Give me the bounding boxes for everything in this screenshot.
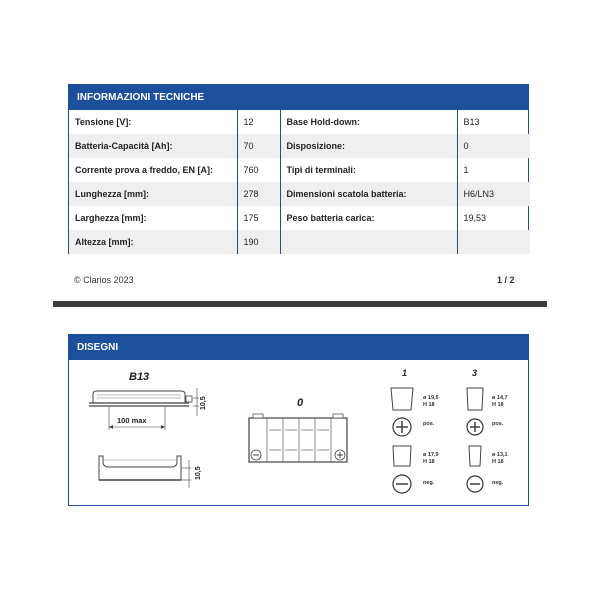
page-number: 1 / 2	[497, 275, 515, 285]
spec-value: 70	[237, 134, 280, 158]
terminal-1-pos-label: pos.	[423, 421, 435, 427]
spec-label: Altezza [mm]:	[69, 230, 237, 254]
spec-value: 278	[237, 182, 280, 206]
holddown-width-label: 100 max	[117, 416, 147, 425]
terminal-1-pos-height: H 18	[423, 402, 435, 408]
terminal-3-neg-height: H 18	[492, 459, 504, 465]
holddown-height-bottom: 10,5	[195, 466, 202, 480]
terminal-1-neg-label: neg.	[423, 480, 435, 486]
spec-row	[69, 110, 530, 134]
spec-row	[69, 182, 530, 206]
spec-row	[69, 230, 530, 254]
spec-value: H6/LN3	[457, 182, 530, 206]
spec-label: Tipi di terminali:	[280, 158, 457, 182]
terminal-3-neg-diameter: ø 13,1	[492, 452, 508, 458]
spec-label: Disposizione:	[280, 134, 457, 158]
terminal-type-3	[467, 368, 508, 492]
spec-value: 12	[237, 110, 280, 134]
terminal-1-neg-diameter: ø 17,9	[423, 452, 439, 458]
spec-row	[69, 134, 530, 158]
drawings-panel	[68, 334, 529, 506]
terminal-3-neg-label: neg.	[492, 480, 504, 486]
page-divider	[53, 301, 547, 307]
terminal-1-pos-diameter: ø 19,5	[423, 395, 439, 401]
terminal-type-1	[391, 368, 439, 493]
spec-label: Dimensioni scatola batteria:	[280, 182, 457, 206]
drawings-title: DISEGNI	[69, 335, 528, 360]
spec-value: 1	[463, 165, 469, 175]
terminal-layout-drawing	[249, 397, 347, 462]
spec-label: Peso batteria carica:	[280, 206, 457, 230]
technical-info-panel	[68, 84, 529, 254]
spec-table	[69, 110, 530, 254]
spec-value: 19,53	[463, 213, 487, 223]
spec-value: B13	[463, 117, 480, 127]
layout-code: 0	[297, 397, 304, 409]
terminal-1-neg-height: H 18	[423, 459, 435, 465]
terminal-3-pos-height: H 18	[492, 402, 504, 408]
spec-value: 0	[457, 134, 530, 158]
drawings-canvas	[69, 360, 528, 505]
spec-value	[457, 230, 530, 254]
terminal-3-pos-diameter: ø 14,7	[492, 395, 508, 401]
spec-value: 175	[237, 206, 280, 230]
terminal-3-number: 3	[472, 368, 478, 378]
spec-row	[69, 206, 530, 230]
spec-label: Batteria-Capacità [Ah]:	[69, 134, 237, 158]
base-holddown-drawing	[89, 371, 207, 488]
spec-label	[280, 230, 457, 254]
spec-value: 190	[237, 230, 280, 254]
holddown-code: B13	[129, 371, 150, 383]
holddown-height-top: 10,5	[200, 396, 207, 410]
spec-row	[69, 158, 530, 182]
spec-label: Tensione [V]:	[69, 110, 237, 134]
terminal-1-number: 1	[402, 368, 408, 378]
spec-value: 760	[237, 158, 280, 182]
spec-label: Larghezza [mm]:	[69, 206, 237, 230]
copyright-text: © Clarios 2023	[74, 275, 134, 285]
spec-label: Lunghezza [mm]:	[69, 182, 237, 206]
technical-info-title: INFORMAZIONI TECNICHE	[69, 85, 528, 110]
spec-label: Corrente prova a freddo, EN [A]:	[69, 158, 237, 182]
spec-label: Base Hold-down:	[280, 110, 457, 134]
terminal-3-pos-label: pos.	[492, 421, 504, 427]
